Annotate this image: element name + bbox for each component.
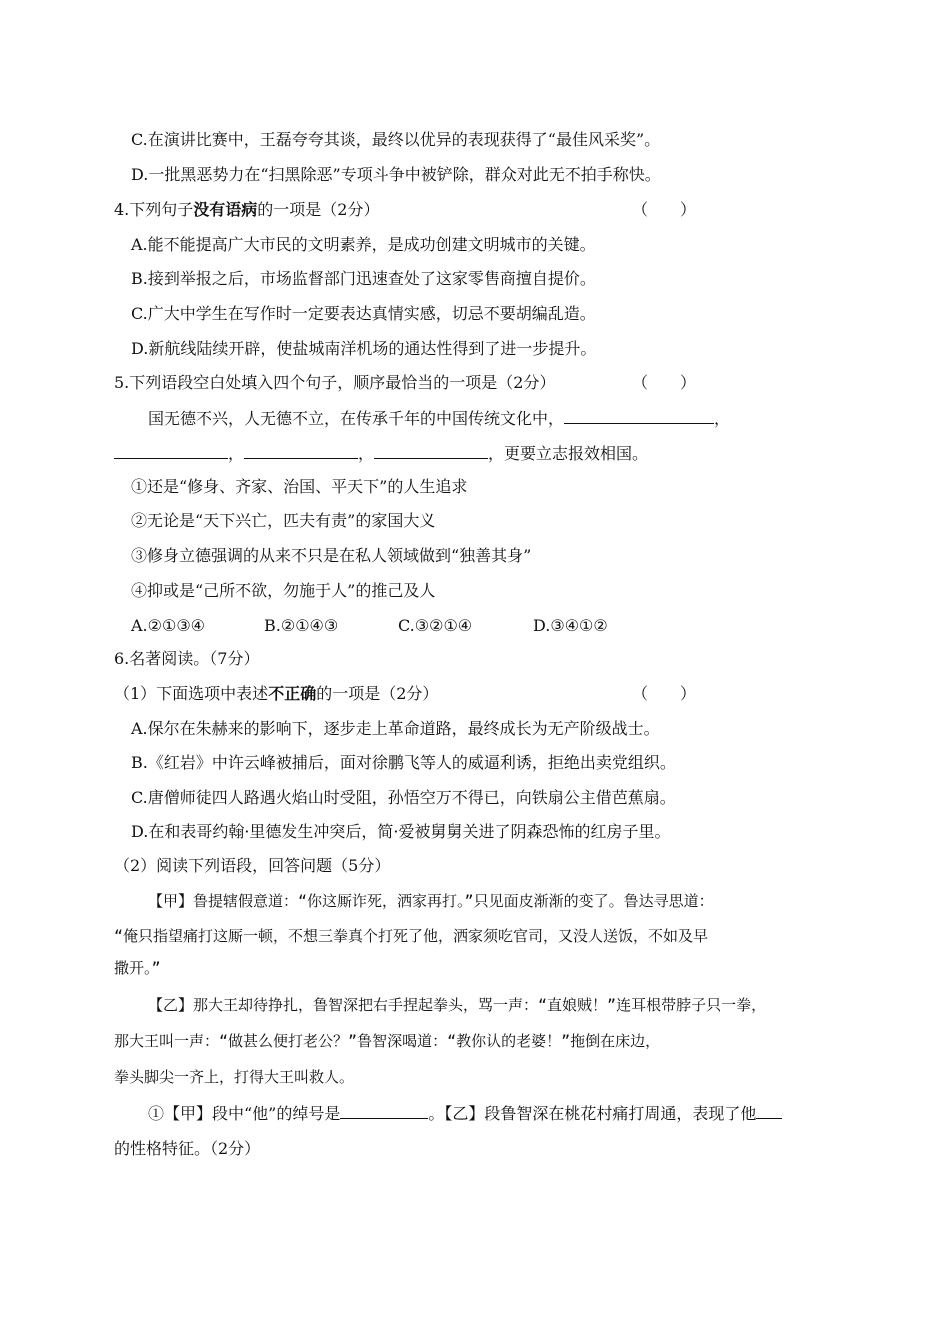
q5-stem: 5.下列语段空白处填入四个句子，顺序最恰当的一项是（2分）: [114, 373, 556, 392]
q5-option-c: C.③②①④: [398, 616, 473, 635]
q6-sub2-question1-line1: [148, 1102, 782, 1125]
q5-passage-text: 国无德不兴，人无德不立，在传承千年的中国传统文化中，: [148, 409, 565, 428]
q5-passage-line2: [114, 442, 648, 465]
q6-answer-paren: （ ）: [632, 684, 697, 703]
q5-option-a: A.②①③④: [131, 616, 206, 635]
q4-stem-post: 的一项是（2分）: [257, 200, 380, 219]
passage-yi-line2: 那大王叫一声：“做甚么便打老公？”鲁智深喝道：“教你认的老婆！”拖倒在床边，: [114, 1032, 661, 1050]
q5-passage-end: ，更要立志报效相国。: [488, 444, 649, 463]
q5-passage-line1: [148, 407, 730, 430]
q5-option-d: D.③④①②: [533, 616, 608, 635]
q5-answer-paren: （ ）: [632, 373, 697, 392]
q4-option-d: D.新航线陆续开辟，使盐城南洋机场的通达性得到了进一步提升。: [131, 339, 597, 358]
q6-sub1-post: 的一项是（2分）: [316, 684, 439, 703]
q4-stem-emphasis: 没有语病: [193, 200, 258, 219]
q6-sub1-pre: （1）下面选项中表述: [114, 684, 269, 703]
q5-blank-4: [374, 442, 488, 459]
q5-sentence-3: ③修身立德强调的从来不只是在私人领域做到“独善其身”: [131, 546, 532, 565]
q6-sub2-question1-line2: 的性格特征。（2分）: [114, 1139, 261, 1158]
passage-jia-line1: 【甲】鲁提辖假意道：“你这厮诈死，洒家再打。”只见面皮渐渐的变了。鲁达寻思道：: [148, 892, 714, 910]
q6-sub2-stem: （2）阅读下列语段，回答问题（5分）: [114, 856, 391, 875]
q4-option-a: A.能不能提高广大市民的文明素养，是成功创建文明城市的关键。: [131, 235, 596, 254]
q6-option-d: D.在和表哥约翰·里德发生冲突后，简·爱被舅舅关进了阴森恐怖的红房子里。: [131, 822, 671, 841]
q6-q1-blank-nickname: [340, 1102, 428, 1119]
q6-sub1-emphasis: 不正确: [268, 684, 317, 703]
q6-q1-blank-trait: [756, 1102, 782, 1119]
q5-blank-2: [114, 442, 228, 459]
q3-option-d: D.一批黑恶势力在“扫黑除恶”专项斗争中被铲除，群众对此无不拍手称快。: [131, 165, 661, 184]
q5-option-b: B.②①④③: [264, 616, 339, 635]
q6-q1-pre: ①【甲】段中“他”的绰号是: [148, 1104, 341, 1123]
q4-option-c: C.广大中学生在写作时一定要表达真情实感，切忌不要胡编乱造。: [131, 304, 596, 323]
q4-stem-pre: 4.下列句子: [114, 200, 194, 219]
q6-stem: 6.名著阅读。（7分）: [114, 649, 260, 668]
q5-comma: ，: [714, 409, 731, 428]
q4-stem: [114, 199, 379, 221]
q4-option-b: B.接到举报之后，市场监督部门迅速查处了这家零售商擅自提价。: [131, 269, 596, 288]
q6-option-b: B.《红岩》中许云峰被捕后，面对徐鹏飞等人的威逼利诱，拒绝出卖党组织。: [131, 753, 676, 772]
passage-yi-line1: 【乙】那大王却待挣扎，鲁智深把右手捏起拳头，骂一声：“直娘贼！”连耳根带脖子只一拳，: [148, 996, 767, 1014]
q6-q1-mid: 。【乙】段鲁智深在桃花村痛打周通，表现了他: [428, 1104, 757, 1123]
q5-blank-1: [564, 407, 714, 424]
q6-sub1-stem: [114, 683, 438, 705]
passage-jia-line2: “俺只指望痛打这厮一顿，不想三拳真个打死了他，洒家须吃官司，又没人送饭，不如及早: [114, 927, 709, 945]
q4-answer-paren: （ ）: [632, 200, 697, 219]
q5-sentence-1: ①还是“修身、齐家、治国、平天下”的人生追求: [131, 477, 468, 496]
q5-sentence-4: ④抑或是“己所不欲，勿施于人”的推己及人: [131, 581, 436, 600]
passage-yi-line3: 拳头脚尖一齐上，打得大王叫救人。: [114, 1068, 355, 1086]
passage-jia-line3: 撒开。”: [114, 959, 161, 977]
q6-option-a: A.保尔在朱赫来的影响下，逐步走上革命道路，最终成长为无产阶级战士。: [131, 719, 660, 738]
q6-option-c: C.唐僧师徒四人路遇火焰山时受阻，孙悟空万不得已，向铁扇公主借芭蕉扇。: [131, 788, 676, 807]
q5-sentence-2: ②无论是“天下兴亡，匹夫有责”的家国大义: [131, 511, 436, 530]
q5-comma: ，: [358, 444, 375, 463]
q3-option-c: C.在演讲比赛中，王磊夸夸其谈，最终以优异的表现获得了“最佳风采奖”。: [131, 130, 661, 149]
q5-comma: ，: [228, 444, 245, 463]
q5-blank-3: [244, 442, 358, 459]
